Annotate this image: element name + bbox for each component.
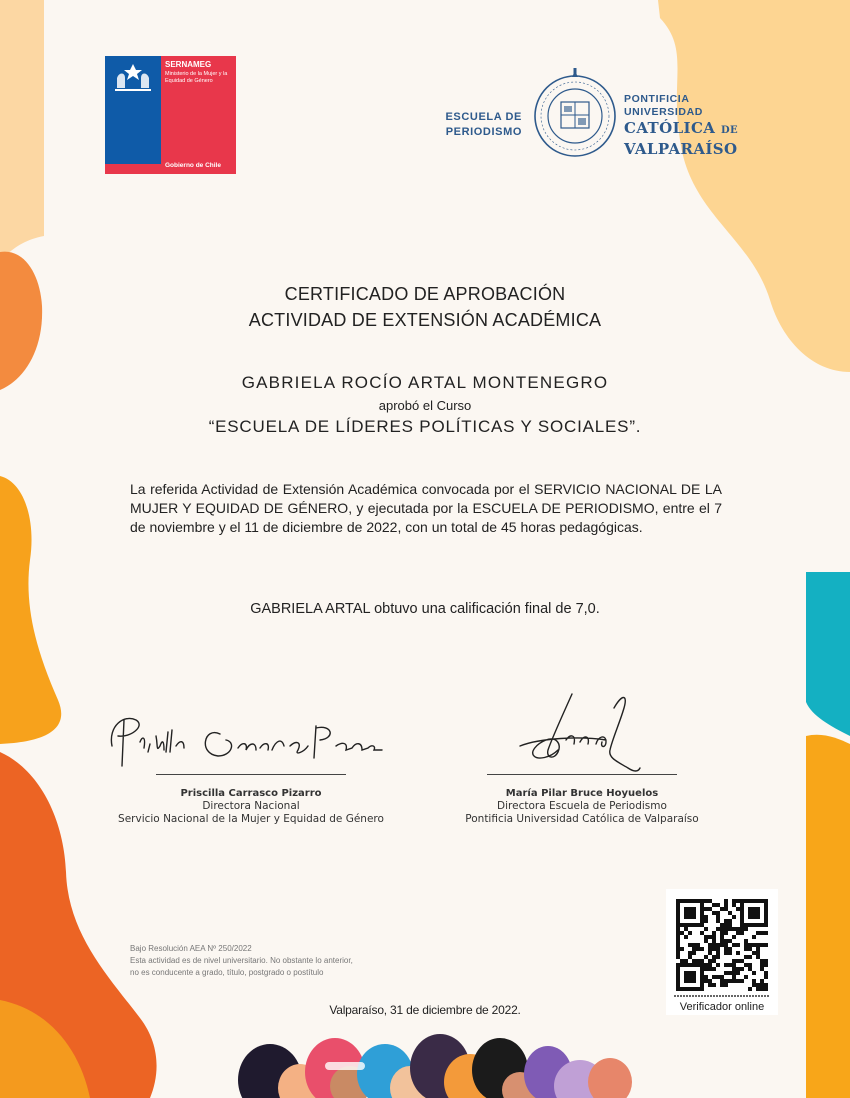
- pucv-line4: VALPARAÍSO: [624, 140, 738, 158]
- signatory-1: [110, 787, 392, 826]
- peach-blob-left: [0, 0, 44, 262]
- pucv-line3-de: DE: [720, 125, 739, 136]
- chile-coat-of-arms-icon: [111, 60, 155, 94]
- qr-url-strip: [674, 995, 770, 997]
- crowd-illustration: [238, 1034, 632, 1098]
- teal-blob-right: [806, 572, 850, 736]
- signature-line-1: [156, 774, 346, 775]
- resolution-note-line3: no es conducente a grado, título, postgrado o postítulo: [130, 968, 324, 977]
- pucv-line2: UNIVERSIDAD: [624, 106, 703, 118]
- signatory-1-name: Priscilla Carrasco Pizarro: [180, 788, 322, 799]
- pucv-wordmark: [624, 93, 738, 159]
- course-name: “ESCUELA DE LÍDERES POLÍTICAS Y SOCIALES”.: [208, 417, 642, 436]
- qr-verifier-label: Verificador online: [679, 1001, 765, 1013]
- signatory-1-role: Directora Nacional: [202, 800, 300, 812]
- signatory-2-organization: Pontificia Universidad Católica de Valparaíso: [465, 813, 699, 825]
- sernameg-logo: [105, 56, 236, 174]
- pucv-line1: PONTIFICIA: [624, 93, 690, 105]
- signatory-2: [440, 787, 724, 826]
- sernameg-ministry: Ministerio de la Mujer y la Equidad de Género: [165, 71, 228, 84]
- signatory-2-name: María Pilar Bruce Hoyuelos: [505, 788, 659, 799]
- recipient-name: GABRIELA ROCÍO ARTAL MONTENEGRO: [241, 373, 609, 392]
- resolution-note-line2: Esta actividad es de nivel universitario. No obstante lo anterior,: [130, 956, 353, 965]
- qr-verifier[interactable]: [666, 889, 778, 1015]
- school-label-line1: ESCUELA DE: [445, 111, 522, 123]
- school-label: [434, 110, 522, 140]
- certificate-title: CERTIFICADO DE APROBACIÓN: [284, 284, 566, 304]
- qr-code-icon[interactable]: [676, 899, 768, 991]
- signatory-2-role: Directora Escuela de Periodismo: [497, 800, 667, 812]
- sernameg-acronym: SERNAMEG: [165, 60, 212, 69]
- signature-line-2: [487, 774, 677, 775]
- place-and-date: Valparaíso, 31 de diciembre de 2022.: [329, 1003, 521, 1017]
- pucv-seal-icon: [532, 68, 618, 164]
- signature-1-image: [100, 706, 390, 772]
- signatory-1-organization: Servicio Nacional de la Mujer y Equidad de Género: [118, 813, 384, 825]
- final-grade-text: GABRIELA ARTAL obtuvo una calificación final de 7,0.: [250, 601, 600, 617]
- certificate-body: La referida Actividad de Extensión Académica convocada por el SERVICIO NACIONAL DE LA MUJER Y EQUIDAD DE GÉNERO, y ejecutada por la ESCUELA DE PERIODISMO, entre el 7 de noviembre y el 11 de diciembre de 2022, con un total de 45 horas pedagógicas.: [130, 481, 722, 535]
- certificate-subtitle: ACTIVIDAD DE EXTENSIÓN ACADÉMICA: [248, 310, 602, 330]
- pucv-line3: CATÓLICA: [624, 119, 716, 137]
- signature-2-image: [510, 688, 660, 778]
- orange-blob-right: [806, 735, 850, 1098]
- approved-text: aprobó el Curso: [378, 398, 472, 413]
- sernameg-government: Gobierno de Chile: [165, 162, 221, 169]
- resolution-note: [130, 943, 353, 979]
- resolution-note-line1: Bajo Resolución AEA Nº 250/2022: [130, 944, 252, 953]
- school-label-line2: PERIODISMO: [445, 126, 522, 138]
